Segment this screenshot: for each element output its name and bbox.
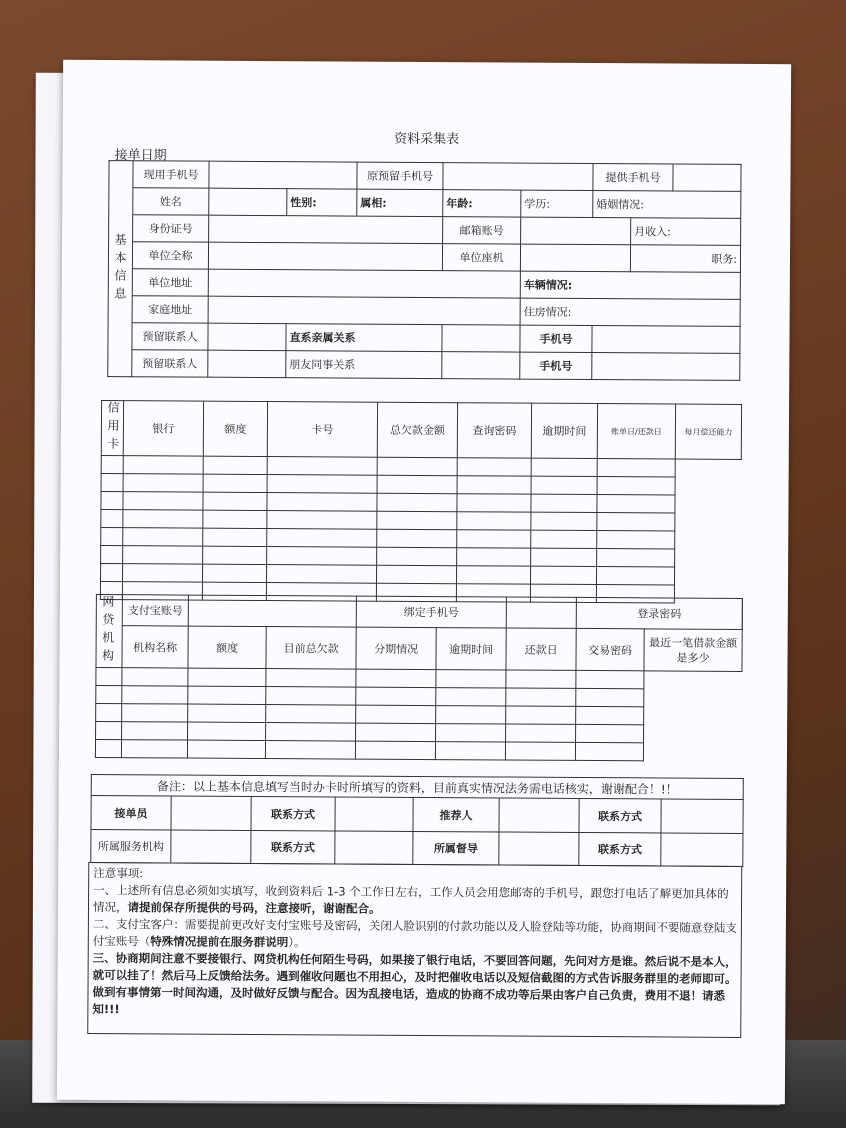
email-label: 邮箱账号 [443, 217, 521, 244]
receiver-label: 接单员 [91, 795, 171, 829]
notes-item-1: 一、上述所有信息必须如实填写，收到资料后 1-3 个工作日左右，工作人员会用您邮寄的手机号，跟您打电话了解更加具体的情况，请提前保存所提供的号码，注意接听，谢谢配合。 [92, 882, 729, 916]
credit-card-table [100, 400, 742, 604]
loan-cell[interactable] [188, 722, 266, 740]
credit-cell[interactable] [267, 475, 377, 494]
loan-cell[interactable] [436, 724, 506, 742]
credit-cell[interactable] [457, 494, 531, 512]
credit-cell[interactable] [123, 528, 203, 546]
loan-cell[interactable] [356, 669, 436, 687]
referrer-label: 推荐人 [413, 797, 499, 832]
company-address-field[interactable] [208, 269, 520, 298]
credit-cell[interactable] [596, 567, 674, 585]
loan-header-recent: 最近一笔借款金额是多少 [644, 629, 742, 671]
credit-header-bank: 银行 [123, 401, 203, 456]
credit-cell[interactable] [457, 476, 531, 494]
credit-cell[interactable] [377, 511, 457, 529]
order-date-label: 接单日期 [114, 148, 167, 164]
marital-label[interactable]: 婚姻情况: [593, 191, 741, 219]
credit-cell[interactable] [123, 546, 203, 564]
loan-cell[interactable] [355, 741, 435, 759]
loan-header-limit: 额度 [188, 626, 266, 668]
credit-cell[interactable] [123, 492, 203, 510]
loan-cell[interactable] [505, 742, 575, 760]
loan-cell[interactable] [436, 670, 506, 688]
credit-header-debt: 总欠款金额 [377, 402, 457, 457]
provided-phone-label: 提供手机号 [593, 164, 673, 191]
contact-a-field[interactable] [335, 797, 413, 831]
loan-cell[interactable] [575, 742, 643, 760]
original-phone-label: 原预留手机号 [357, 162, 443, 190]
loan-cell[interactable] [576, 706, 644, 724]
credit-cell[interactable] [530, 566, 596, 584]
contact-a-label: 联系方式 [251, 796, 335, 831]
notes-section [87, 862, 742, 1038]
relation-friend-label: 朋友同事关系 [286, 351, 442, 379]
notes-item-3: 三、协商期间注意不要接银行、网贷机构任何陌生号码，如果接了银行电话，不要回答问题，先问对方是谁。然后说不是本人，就可以挂了！然后马上反馈给法务。遇到催收问题也不用担心，及时把催收电话以及短信截图的方式告诉服务群里的老师即可。做到有事情第一时间沟通，及时做好反馈与配合。因为乱接电话，造成的协商不成功等后果由客户自己负责，费用不退！请悉知!!! [92, 950, 737, 1017]
service-org-field[interactable] [171, 830, 251, 863]
contact-c-field[interactable] [335, 831, 413, 864]
credit-cell[interactable] [457, 512, 531, 530]
company-name-label: 单位全称 [132, 242, 208, 269]
loan-cell[interactable] [356, 723, 436, 741]
credit-cell[interactable] [597, 477, 675, 495]
referrer-field[interactable] [499, 798, 579, 832]
credit-cell[interactable] [377, 547, 457, 565]
loan-cell[interactable] [122, 668, 188, 686]
contact1-field[interactable] [208, 323, 286, 350]
loan-cell[interactable] [506, 688, 576, 706]
relation-family-label: 直系亲属关系 [286, 324, 442, 352]
credit-cell[interactable] [597, 459, 675, 477]
company-address-label: 单位地址 [132, 269, 208, 296]
contact1-label: 预留联系人 [132, 323, 208, 350]
supervisor-field[interactable] [499, 832, 579, 865]
loan-cell[interactable] [356, 687, 436, 705]
current-phone-label: 现用手机号 [133, 161, 209, 188]
gender-label[interactable]: 性别: [287, 189, 357, 216]
credit-cell[interactable] [203, 510, 267, 528]
credit-cell[interactable] [123, 474, 203, 492]
credit-cell[interactable] [266, 565, 376, 584]
loan-cell[interactable] [188, 704, 266, 722]
contact-d-label: 联系方式 [579, 832, 661, 866]
relation-family-field[interactable] [442, 325, 520, 352]
loan-cell[interactable] [506, 724, 576, 742]
credit-header-card: 卡号 [267, 402, 377, 458]
form-title: 资料采集表 [394, 131, 460, 148]
loan-cell[interactable] [96, 667, 122, 685]
login-pwd-label: 登录密码 [576, 597, 742, 629]
original-phone-field[interactable] [443, 163, 593, 191]
staff-table [90, 774, 744, 867]
id-number-label: 身份证号 [133, 215, 209, 242]
bound-phone-field[interactable] [506, 597, 576, 629]
loan-cell[interactable] [576, 688, 644, 706]
loan-cell[interactable] [506, 670, 576, 688]
credit-cell[interactable] [376, 565, 456, 583]
credit-cell[interactable] [267, 493, 377, 512]
loan-cell[interactable] [121, 740, 187, 758]
loan-cell[interactable] [435, 742, 505, 760]
credit-cell[interactable] [597, 513, 675, 531]
loan-cell[interactable] [266, 723, 356, 742]
loan-cell[interactable] [122, 722, 188, 740]
credit-cell[interactable] [203, 474, 267, 492]
loan-cell[interactable] [188, 668, 266, 686]
name-field[interactable] [209, 188, 287, 215]
remark-text: 备注：以上基本信息填写当时办卡时所填写的资料，目前真实情况法务需电话核实，谢谢配合！!！ [91, 774, 743, 799]
alipay-label: 支付宝账号 [122, 595, 188, 627]
loan-cell[interactable] [265, 741, 355, 760]
current-phone-field[interactable] [209, 161, 357, 189]
position-label[interactable]: 职务: [630, 245, 740, 273]
loan-cell[interactable] [96, 721, 122, 739]
phone1-label: 手机号 [520, 325, 592, 352]
contact-b-label: 联系方式 [579, 798, 661, 833]
credit-cell[interactable] [377, 529, 457, 547]
loan-cell[interactable] [266, 705, 356, 724]
credit-cell[interactable] [531, 512, 597, 530]
phone2-label: 手机号 [520, 352, 592, 379]
loan-cell[interactable] [576, 724, 644, 742]
basic-info-table [107, 160, 741, 381]
basic-section-label: 基本信息 [108, 161, 133, 377]
credit-section-label: 信用卡 [101, 401, 123, 456]
relation-friend-field[interactable] [442, 352, 520, 379]
loan-cell[interactable] [266, 669, 356, 688]
alipay-field[interactable] [188, 595, 356, 627]
loan-header-overdue: 逾期时间 [436, 628, 506, 670]
loan-header-debt: 目前总欠款 [266, 627, 356, 669]
credit-header-limit: 额度 [203, 401, 267, 456]
credit-cell[interactable] [457, 530, 531, 548]
supervisor-label: 所属督导 [413, 831, 499, 865]
credit-cell[interactable] [377, 493, 457, 511]
credit-cell[interactable] [377, 457, 457, 475]
loan-cell[interactable] [188, 686, 266, 704]
loan-cell[interactable] [122, 704, 188, 722]
phone2-field[interactable] [592, 353, 740, 381]
loan-cell[interactable] [96, 703, 122, 721]
notes-item-2: 二、支付宝客户：需要提前更改好支付宝账号及密码，关闭人脸识别的付款功能以及人脸登陆等功能，协商期间不要随意登陆支付宝账号（特殊情况提前在服务群说明）。 [92, 916, 737, 950]
credit-cell[interactable] [267, 511, 377, 530]
contact-c-label: 联系方式 [251, 830, 335, 864]
loan-cell[interactable] [187, 740, 265, 758]
credit-cell[interactable] [267, 457, 377, 476]
credit-cell[interactable] [267, 547, 377, 566]
credit-cell[interactable] [377, 475, 457, 493]
home-address-field[interactable] [208, 296, 520, 325]
contact2-field[interactable] [208, 350, 286, 377]
loan-section-label: 网贷机构 [96, 594, 122, 667]
loan-cell[interactable] [506, 706, 576, 724]
loan-header-trade-pwd: 交易密码 [576, 629, 644, 671]
online-loan-table [95, 594, 743, 762]
phone1-field[interactable] [592, 326, 740, 354]
form-sheet [57, 60, 791, 1104]
education-label[interactable]: 学历: [521, 190, 593, 217]
zodiac-label[interactable]: 属相: [357, 189, 443, 217]
credit-cell[interactable] [101, 546, 123, 564]
loan-cell[interactable] [576, 670, 644, 688]
loan-cell[interactable] [266, 687, 356, 706]
credit-cell[interactable] [101, 474, 123, 492]
credit-cell[interactable] [456, 566, 530, 584]
contact2-label: 预留联系人 [132, 350, 208, 377]
credit-cell[interactable] [531, 494, 597, 512]
monthly-income-label[interactable]: 月收入: [631, 218, 741, 246]
loan-cell[interactable] [122, 686, 188, 704]
credit-cell[interactable] [531, 530, 597, 548]
credit-cell[interactable] [123, 456, 203, 474]
credit-cell[interactable] [203, 546, 267, 564]
provided-phone-field[interactable] [673, 164, 741, 191]
loan-cell[interactable] [356, 705, 436, 723]
credit-cell[interactable] [457, 458, 531, 476]
loan-cell[interactable] [436, 688, 506, 706]
credit-header-overdue: 逾期时间 [531, 403, 597, 458]
housing-label[interactable]: 住房情况: [520, 298, 740, 326]
vehicle-label[interactable]: 车辆情况: [520, 271, 740, 299]
credit-cell[interactable] [101, 528, 123, 546]
name-label: 姓名 [133, 188, 209, 215]
age-label[interactable]: 年龄: [443, 190, 521, 217]
receiver-field[interactable] [171, 796, 251, 830]
credit-cell[interactable] [597, 495, 675, 513]
loan-cell[interactable] [96, 685, 122, 703]
credit-cell[interactable] [123, 510, 203, 528]
loan-header-org: 机构名称 [122, 626, 188, 668]
notes-heading: 注意事项: [93, 865, 144, 881]
credit-cell[interactable] [100, 564, 122, 582]
credit-cell[interactable] [203, 492, 267, 510]
credit-cell[interactable] [101, 492, 123, 510]
credit-header-capacity: 每月偿还能力 [675, 404, 741, 459]
company-phone-label: 单位座机 [442, 244, 520, 271]
contact-b-field[interactable] [661, 799, 743, 834]
loan-cell[interactable] [95, 739, 121, 757]
contact-d-field[interactable] [661, 833, 743, 867]
service-org-label: 所属服务机构 [91, 829, 171, 862]
credit-cell[interactable] [122, 564, 202, 582]
loan-header-installment: 分期情况 [356, 627, 436, 669]
company-name-field[interactable] [208, 242, 442, 270]
credit-cell[interactable] [597, 531, 675, 549]
credit-cell[interactable] [203, 528, 267, 546]
credit-cell[interactable] [202, 564, 266, 582]
loan-row [95, 739, 741, 761]
credit-cell[interactable] [101, 510, 123, 528]
credit-cell[interactable] [597, 549, 675, 567]
home-address-label: 家庭地址 [132, 296, 208, 323]
loan-header-repay-day: 还款日 [506, 628, 576, 670]
credit-cell[interactable] [531, 458, 597, 476]
credit-cell[interactable] [531, 476, 597, 494]
credit-cell[interactable] [457, 548, 531, 566]
credit-cell[interactable] [531, 548, 597, 566]
id-number-field[interactable] [209, 215, 443, 243]
company-phone-field[interactable] [520, 244, 630, 272]
email-field[interactable] [521, 217, 631, 245]
credit-cell[interactable] [101, 456, 123, 474]
credit-cell[interactable] [267, 529, 377, 548]
credit-cell[interactable] [203, 456, 267, 474]
bound-phone-label: 绑定手机号 [356, 596, 506, 628]
credit-header-billing: 账单日/还款日 [597, 404, 675, 459]
credit-header-pwd: 查询密码 [457, 403, 531, 458]
loan-cell[interactable] [436, 706, 506, 724]
